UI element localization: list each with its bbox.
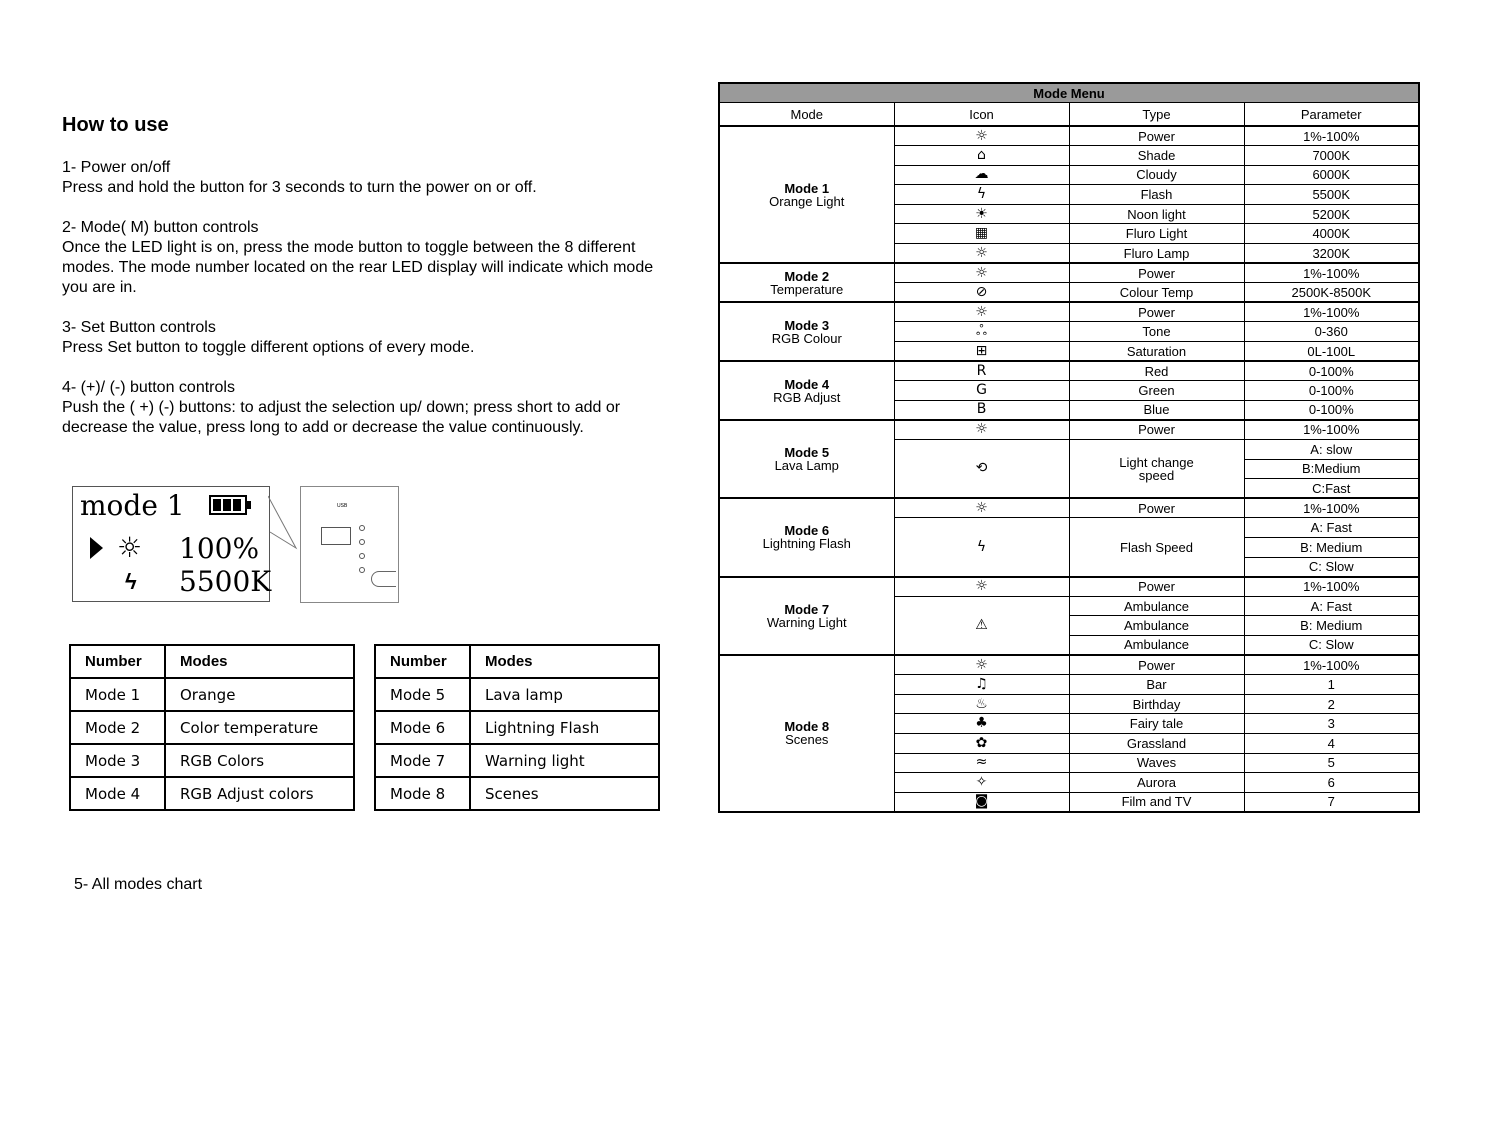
lcd-power-value: 100% [179, 532, 260, 565]
menu-param: 0-100% [1244, 361, 1419, 381]
menu-type-line: Light change [1119, 454, 1194, 470]
cell-mode: RGB Adjust colors [165, 777, 354, 810]
cell-mode: Color temperature [165, 711, 354, 744]
menu-type: Power [1069, 126, 1244, 146]
menu-param: 6000K [1244, 165, 1419, 185]
menu-param: 4000K [1244, 224, 1419, 244]
menu-param: 0-100% [1244, 400, 1419, 420]
menu-param: 1%-100% [1244, 655, 1419, 675]
menu-type: Cloudy [1069, 165, 1244, 185]
menu-param: 1 [1244, 675, 1419, 695]
cell-mode: Lightning Flash [470, 711, 659, 744]
mode-name: Mode 7 [784, 601, 830, 617]
finger-icon [371, 571, 396, 587]
section-heading: 1- Power on/off [62, 159, 171, 176]
menu-icon: ☼ [894, 244, 1069, 264]
menu-type: Power [1069, 420, 1244, 440]
menu-icon: ஃ [894, 322, 1069, 342]
menu-icon: ⌂ [894, 146, 1069, 166]
cell-number: Mode 7 [375, 744, 470, 777]
menu-param: 1%-100% [1244, 420, 1419, 440]
menu-icon: R [894, 361, 1069, 381]
mode-subtitle: Warning Light [766, 614, 847, 630]
menu-icon: ☼ [894, 263, 1069, 283]
section-mode [62, 218, 702, 298]
menu-icon: ⊞ [894, 342, 1069, 362]
menu-param: C:Fast [1244, 479, 1419, 499]
menu-icon: ☼ [894, 420, 1069, 440]
sun-icon: ☼ [117, 531, 143, 564]
table-header-row [375, 645, 659, 678]
menu-type: Waves [1069, 753, 1244, 773]
menu-type: Noon light [1069, 204, 1244, 224]
cell-mode: Lava lamp [470, 678, 659, 711]
modes-table-left [69, 644, 355, 811]
modes-table-right [374, 644, 660, 811]
menu-icon: ☀ [894, 204, 1069, 224]
table-row [375, 678, 659, 711]
menu-icon: ϟ [894, 185, 1069, 205]
menu-type: Blue [1069, 400, 1244, 420]
menu-header: Icon [894, 103, 1069, 127]
menu-param: 5200K [1244, 204, 1419, 224]
table-row [70, 744, 354, 777]
lcd-mode-text: mode 1 [80, 489, 185, 522]
menu-row [719, 420, 1419, 440]
mode-subtitle: Lightning Flash [762, 536, 851, 552]
mode-name: Mode 6 [784, 523, 830, 539]
menu-type: Shade [1069, 146, 1244, 166]
menu-icon: ϟ [894, 518, 1069, 577]
menu-type: Power [1069, 655, 1244, 675]
menu-icon: ♨ [894, 694, 1069, 714]
callout-pointer [268, 486, 302, 556]
table-row [70, 711, 354, 744]
table-header-row [70, 645, 354, 678]
lcd-display [72, 486, 270, 602]
device-buttons [359, 525, 363, 579]
menu-param: 3 [1244, 714, 1419, 734]
menu-row [719, 498, 1419, 518]
menu-title: Mode Menu [719, 83, 1419, 103]
menu-param: 3200K [1244, 244, 1419, 264]
cell-mode: Orange [165, 678, 354, 711]
menu-icon: ♣ [894, 714, 1069, 734]
menu-param: 7 [1244, 792, 1419, 812]
menu-icon: ☁ [894, 165, 1069, 185]
menu-param: 2500K-8500K [1244, 283, 1419, 303]
menu-row [719, 263, 1419, 283]
mode-subtitle: Lava Lamp [774, 458, 839, 474]
menu-param: 1%-100% [1244, 498, 1419, 518]
section-set [62, 318, 702, 358]
menu-type: Flash [1069, 185, 1244, 205]
menu-icon: ♫ [894, 675, 1069, 695]
menu-param: C: Slow [1244, 635, 1419, 655]
section-line: decrease the value, press long to add or decrease the value continuously. [62, 419, 584, 436]
menu-icon: ☼ [894, 302, 1069, 322]
menu-mode-cell [719, 361, 894, 420]
table-row [70, 777, 354, 810]
usb-label: USB [337, 503, 348, 509]
menu-header: Mode [719, 103, 894, 127]
mode-subtitle: Scenes [785, 732, 829, 748]
lightning-icon: ϟ [125, 569, 137, 594]
menu-type: Tone [1069, 322, 1244, 342]
menu-type: Fairy tale [1069, 714, 1244, 734]
mode-subtitle: Orange Light [769, 193, 845, 209]
menu-param: A: slow [1244, 440, 1419, 460]
menu-type: Green [1069, 381, 1244, 401]
menu-type: Grassland [1069, 733, 1244, 753]
section-line: modes. The mode number located on the rear LED display will indicate which mode [62, 259, 654, 276]
menu-row [719, 361, 1419, 381]
menu-type: Fluro Lamp [1069, 244, 1244, 264]
battery-icon [209, 495, 247, 515]
menu-type: Power [1069, 263, 1244, 283]
menu-param: 4 [1244, 733, 1419, 753]
menu-type: Film and TV [1069, 792, 1244, 812]
section-heading: 4- (+)/ (-) button controls [62, 379, 235, 396]
menu-row [719, 655, 1419, 675]
chart-label: 5- All modes chart [74, 876, 203, 893]
cell-number: Mode 6 [375, 711, 470, 744]
cell-number: Mode 1 [70, 678, 165, 711]
cell-mode: Scenes [470, 777, 659, 810]
play-arrow-icon [90, 537, 103, 559]
menu-mode-cell [719, 577, 894, 655]
menu-param: 0-360 [1244, 322, 1419, 342]
menu-row [719, 577, 1419, 597]
section-line: Once the LED light is on, press the mode button to toggle between the 8 different [62, 239, 636, 256]
menu-icon: ✿ [894, 733, 1069, 753]
menu-param: A: Fast [1244, 518, 1419, 538]
menu-mode-cell [719, 655, 894, 812]
cell-number: Mode 8 [375, 777, 470, 810]
section-line: Press Set button to toggle different options of every mode. [62, 339, 475, 356]
menu-type: Power [1069, 302, 1244, 322]
menu-type: Birthday [1069, 694, 1244, 714]
menu-header-row [719, 103, 1419, 127]
header-number: Number [70, 645, 165, 678]
section-plus-minus [62, 378, 702, 438]
menu-icon: ⚠ [894, 596, 1069, 655]
header-number: Number [375, 645, 470, 678]
menu-param: 1%-100% [1244, 126, 1419, 146]
menu-icon: ☼ [894, 655, 1069, 675]
header-modes: Modes [165, 645, 354, 678]
cell-number: Mode 5 [375, 678, 470, 711]
table-row [70, 678, 354, 711]
menu-param: 7000K [1244, 146, 1419, 166]
header-modes: Modes [470, 645, 659, 678]
menu-param: B: Medium [1244, 616, 1419, 636]
mode-name: Mode 4 [784, 376, 830, 392]
menu-type-line: Flash Speed [1120, 539, 1193, 555]
device-screen [321, 527, 351, 545]
menu-icon: ☼ [894, 126, 1069, 146]
section-line: Push the ( +) (-) buttons: to adjust the selection up/ down; press short to add or [62, 399, 621, 416]
menu-type: Power [1069, 498, 1244, 518]
menu-icon: B [894, 400, 1069, 420]
cell-mode: RGB Colors [165, 744, 354, 777]
menu-type: Ambulance [1069, 616, 1244, 636]
table-row [375, 777, 659, 810]
menu-param: 1%-100% [1244, 302, 1419, 322]
mode-name: Mode 3 [784, 317, 830, 333]
menu-icon: ≈ [894, 753, 1069, 773]
menu-param: B:Medium [1244, 459, 1419, 479]
menu-type: Saturation [1069, 342, 1244, 362]
menu-param: 0L-100L [1244, 342, 1419, 362]
menu-type [1069, 518, 1244, 577]
menu-param: 5 [1244, 753, 1419, 773]
table-row [375, 711, 659, 744]
menu-param: 6 [1244, 773, 1419, 793]
mode-name: Mode 8 [784, 719, 830, 735]
menu-type: Colour Temp [1069, 283, 1244, 303]
menu-param: 1%-100% [1244, 577, 1419, 597]
mode-subtitle: RGB Colour [771, 330, 842, 346]
section-power [62, 158, 702, 198]
menu-icon: ✧ [894, 773, 1069, 793]
menu-icon: ▦ [894, 224, 1069, 244]
menu-param: 2 [1244, 694, 1419, 714]
menu-param: B: Medium [1244, 537, 1419, 557]
table-row [375, 744, 659, 777]
menu-param: 0-100% [1244, 381, 1419, 401]
menu-mode-cell [719, 126, 894, 263]
menu-param: 5500K [1244, 185, 1419, 205]
cell-mode: Warning light [470, 744, 659, 777]
menu-type: Red [1069, 361, 1244, 381]
menu-header: Parameter [1244, 103, 1419, 127]
menu-mode-cell [719, 302, 894, 361]
menu-type-line: speed [1138, 467, 1175, 483]
section-heading: 2- Mode( M) button controls [62, 219, 259, 236]
section-line: you are in. [62, 279, 137, 296]
mode-subtitle: RGB Adjust [773, 389, 841, 405]
menu-icon: ◙ [894, 792, 1069, 812]
menu-header: Type [1069, 103, 1244, 127]
section-heading: 3- Set Button controls [62, 319, 216, 336]
menu-mode-cell [719, 498, 894, 576]
menu-icon: ⟲ [894, 440, 1069, 499]
menu-type: Aurora [1069, 773, 1244, 793]
mode-name: Mode 5 [784, 445, 830, 461]
howto-title: How to use [62, 114, 169, 136]
menu-param: A: Fast [1244, 596, 1419, 616]
mode-subtitle: Temperature [770, 281, 844, 297]
menu-icon: ☼ [894, 577, 1069, 597]
menu-row [719, 302, 1419, 322]
menu-mode-cell [719, 263, 894, 302]
menu-type: Ambulance [1069, 596, 1244, 616]
mode-menu-table [718, 82, 1420, 813]
mode-name: Mode 1 [784, 180, 830, 196]
menu-type: Power [1069, 577, 1244, 597]
menu-mode-cell [719, 420, 894, 498]
cell-number: Mode 4 [70, 777, 165, 810]
menu-icon: ☼ [894, 498, 1069, 518]
menu-param: 1%-100% [1244, 263, 1419, 283]
cell-number: Mode 2 [70, 711, 165, 744]
menu-icon: G [894, 381, 1069, 401]
mode-name: Mode 2 [784, 268, 830, 284]
menu-param: C: Slow [1244, 557, 1419, 577]
menu-type: Fluro Light [1069, 224, 1244, 244]
menu-icon: ⊘ [894, 283, 1069, 303]
lcd-temp-value: 5500K [179, 565, 272, 598]
menu-type [1069, 440, 1244, 499]
menu-type: Bar [1069, 675, 1244, 695]
cell-number: Mode 3 [70, 744, 165, 777]
section-line: Press and hold the button for 3 seconds to turn the power on or off. [62, 179, 537, 196]
menu-row [719, 126, 1419, 146]
device-illustration [300, 486, 399, 603]
menu-type: Ambulance [1069, 635, 1244, 655]
